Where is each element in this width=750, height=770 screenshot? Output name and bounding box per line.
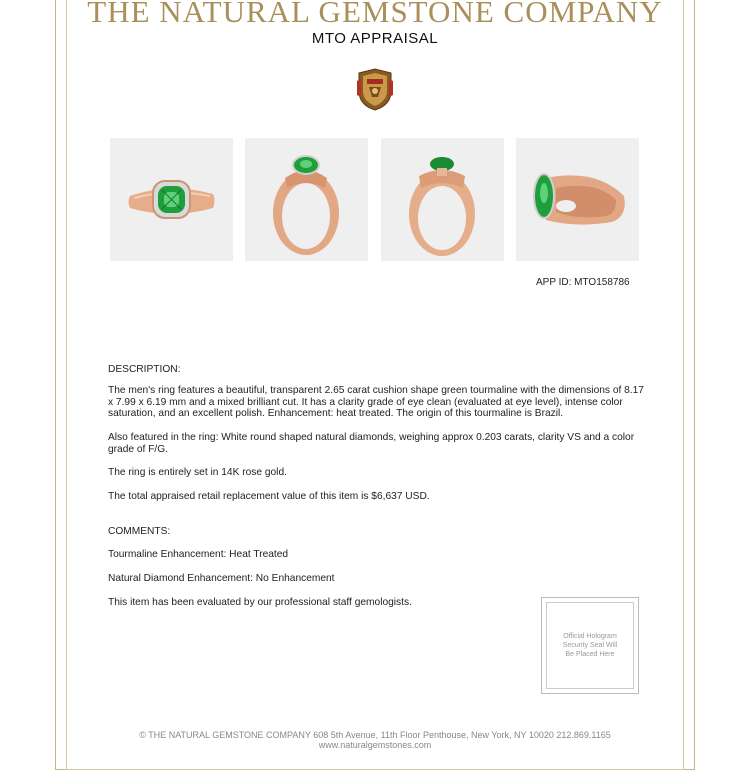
seal-line-2: Security Seal Will	[562, 642, 618, 649]
ring-photo-back	[381, 138, 504, 261]
footer-address: © THE NATURAL GEMSTONE COMPANY 608 5th Avenue, 11th Floor Penthouse, New York, NY 10020 212.869.1165	[139, 730, 611, 740]
company-name: THE NATURAL GEMSTONE COMPANY	[87, 0, 663, 29]
comments-heading: COMMENTS:	[108, 526, 171, 537]
description-paragraph-1: The men's ring features a beautiful, transparent 2.65 carat cushion shape green tourmaline with the dimensions of 8.17 x 7.99 x 6.19 mm and a mixed brilliant cut. It has a clarity grade of eye clean (evaluated at eye level), intense color saturation, and an excellent polish. Enhancement: heat treated. The origin of this tourmaline is Brazil.	[108, 385, 644, 419]
crest-icon	[356, 67, 394, 111]
description-paragraph-2: Also featured in the ring: White round shaped natural diamonds, weighing approx 0.203 carats, clarity VS and a color grade of F/G.	[108, 432, 635, 455]
description-paragraph-3: The ring is entirely set in 14K rose gold.	[108, 467, 287, 478]
comment-2: Natural Diamond Enhancement: No Enhancement	[108, 573, 335, 584]
ring-photo-front	[245, 138, 368, 261]
comment-1: Tourmaline Enhancement: Heat Treated	[108, 549, 289, 560]
seal-line-1: Official Hologram	[563, 633, 617, 640]
appraisal-id: APP ID: MTO158786	[536, 277, 630, 288]
hologram-seal-placeholder	[541, 597, 639, 694]
footer-website: www.naturalgemstones.com	[318, 740, 432, 750]
description-heading: DESCRIPTION:	[108, 364, 181, 375]
comment-3: This item has been evaluated by our professional staff gemologists.	[108, 597, 412, 608]
seal-line-3: Be Placed Here	[565, 651, 615, 658]
document-title: MTO APPRAISAL	[311, 30, 439, 47]
description-paragraph-4: The total appraised retail replacement value of this item is $6,637 USD.	[108, 491, 430, 502]
ring-photo-top	[110, 138, 233, 261]
seal-text	[542, 632, 638, 659]
ring-photo-side	[516, 138, 639, 261]
